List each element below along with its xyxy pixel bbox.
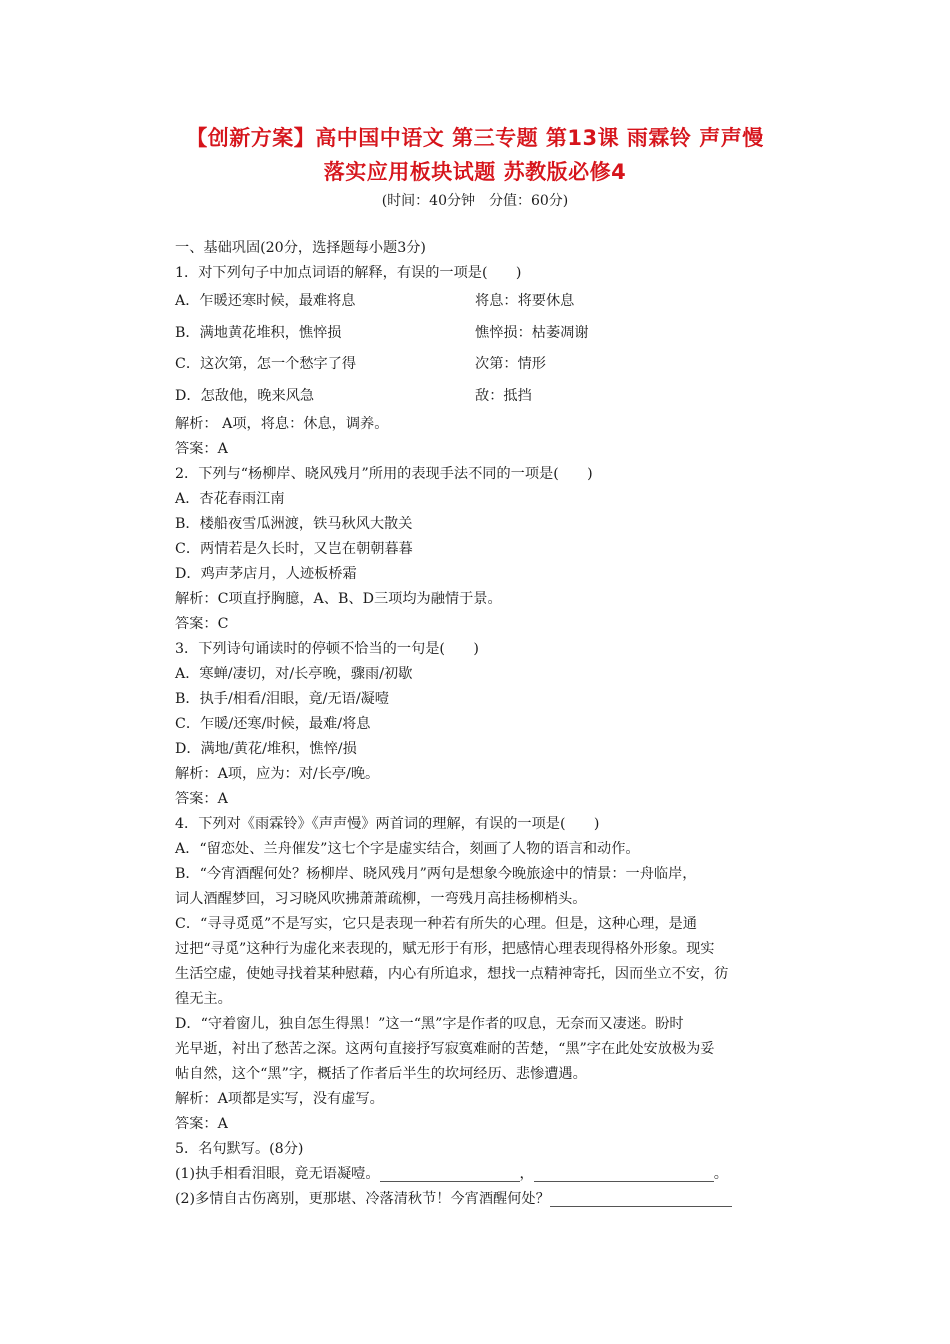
question-4-option-c-line-3: 生活空虚，使她寻找着某种慰藉，内心有所追求，想找一点精神寄托，因而坐立不安，彷 [175,966,729,982]
question-5-item-2 [175,1187,807,1212]
document-title-line-1: 【创新方案】高中国中语文 第三专题 第13课 雨霖铃 声声慢 [186,126,764,150]
answer-blank[interactable] [380,1167,520,1182]
question-2-stem: 2．下列与“杨柳岸、晓风残月”所用的表现手法不同的一项是( ) [175,466,593,482]
option-text: D．怎敌他，晚来风急 [175,387,315,404]
question-4-option-c-line-2: 过把“寻觅”这种行为虚化来表现的，赋无形于有形，把感情心理表现得格外形象。现实 [175,941,715,957]
question-4-option-d-line-3: 帖自然，这个“黑”字，概括了作者后半生的坎坷经历、悲惨遭遇。 [175,1066,587,1082]
question-2-analysis: 解析：C项直抒胸臆，A、B、D三项均为融情于景。 [175,591,502,607]
question-2-answer: 答案：C [175,616,229,632]
question-3-analysis: 解析：A项，应为：对/长亭/晚。 [175,766,380,782]
question-2-option-a: A．杏花春雨江南 [175,491,285,507]
answer-blank[interactable] [534,1167,714,1182]
item-text: (2)多情自古伤离别，更那堪、冷落清秋节！今宵酒醒何处？ [175,1191,550,1207]
question-2-option-c: C．两情若是久长时，又岂在朝朝暮暮 [175,541,413,557]
item-text: (1)执手相看泪眼，竟无语凝噎。 [175,1166,380,1182]
question-1-answer: 答案：A [175,441,228,457]
question-4-option-d-line-1: D．“守着窗儿，独自怎生得黑！”这一“黑”字是作者的叹息，无奈而又凄迷。盼时 [175,1016,684,1032]
question-4-option-d-line-2: 光早逝，衬出了愁苦之深。这两句直接抒写寂寞难耐的苦楚，“黑”字在此处安放极为妥 [175,1041,715,1057]
question-4-option-b-line-2: 词人酒醒梦回，习习晓风吹拂萧萧疏柳，一弯残月高挂杨柳梢头。 [175,891,587,907]
question-1-option-b [175,318,807,350]
time-score-info: (时间：40分钟 分值：60分) [381,193,569,209]
question-3-option-c: C．乍暖/还寒/时候，最难/将息 [175,716,371,732]
option-gloss: 憔悴损：枯萎凋谢 [475,324,589,341]
question-5-stem: 5．名句默写。(8分) [175,1141,304,1157]
option-gloss: 敌：抵挡 [475,387,532,404]
question-3-option-d: D．满地/黄花/堆积，憔悴/损 [175,741,357,757]
question-4-option-c-line-1: C．“寻寻觅觅”不是写实，它只是表现一种若有所失的心理。但是，这种心理，是通 [175,916,697,932]
question-1-option-c [175,349,807,381]
option-gloss: 次第：情形 [475,356,546,372]
section-heading: 一、基础巩固(20分，选择题每小题3分) [175,240,426,256]
question-3-option-b: B．执手/相看/泪眼，竟/无语/凝噎 [175,691,389,707]
item-end: 。 [713,1166,728,1182]
option-gloss: 将息：将要休息 [475,293,575,309]
document-body [175,236,807,1212]
question-4-option-b-line-1: B．“今宵酒醒何处？杨柳岸、晓风残月”两句是想象今晚旅途中的情景：一舟临岸， [175,866,697,882]
question-1-stem: 1．对下列句子中加点词语的解释，有误的一项是( ) [175,265,522,281]
question-4-stem: 4．下列对《雨霖铃》《声声慢》两首词的理解，有误的一项是( ) [175,816,600,832]
question-3-answer: 答案：A [175,791,228,807]
question-4-answer: 答案：A [175,1116,228,1132]
question-5-item-1 [175,1162,807,1187]
question-3-stem: 3．下列诗句诵读时的停顿不恰当的一句是( ) [175,641,479,657]
question-3-option-a: A．寒蝉/凄切，对/长亭晚，骤雨/初歇 [175,666,413,682]
question-2-option-b: B．楼船夜雪瓜洲渡，铁马秋风大散关 [175,516,413,532]
item-separator: ， [519,1166,534,1182]
option-text: B．满地黄花堆积，憔悴损 [175,324,342,341]
question-2-option-d: D．鸡声茅店月，人迹板桥霜 [175,566,357,582]
question-4-option-c-line-4: 徨无主。 [175,991,232,1007]
question-4-option-a: A．“留恋处、兰舟催发”这七个字是虚实结合，刻画了人物的语言和动作。 [175,841,640,857]
question-4-analysis: 解析：A项都是实写，没有虚写。 [175,1091,384,1107]
question-1-analysis: 解析： A项，将息：休息，调养。 [175,416,389,432]
question-1-option-d [175,381,807,413]
question-1-option-a [175,286,807,318]
option-text: A．乍暖还寒时候，最难将息 [175,293,356,309]
option-text: C．这次第，怎一个愁字了得 [175,356,357,372]
answer-blank[interactable] [550,1192,732,1207]
document-title-line-2: 落实应用板块试题 苏教版必修4 [323,160,627,184]
